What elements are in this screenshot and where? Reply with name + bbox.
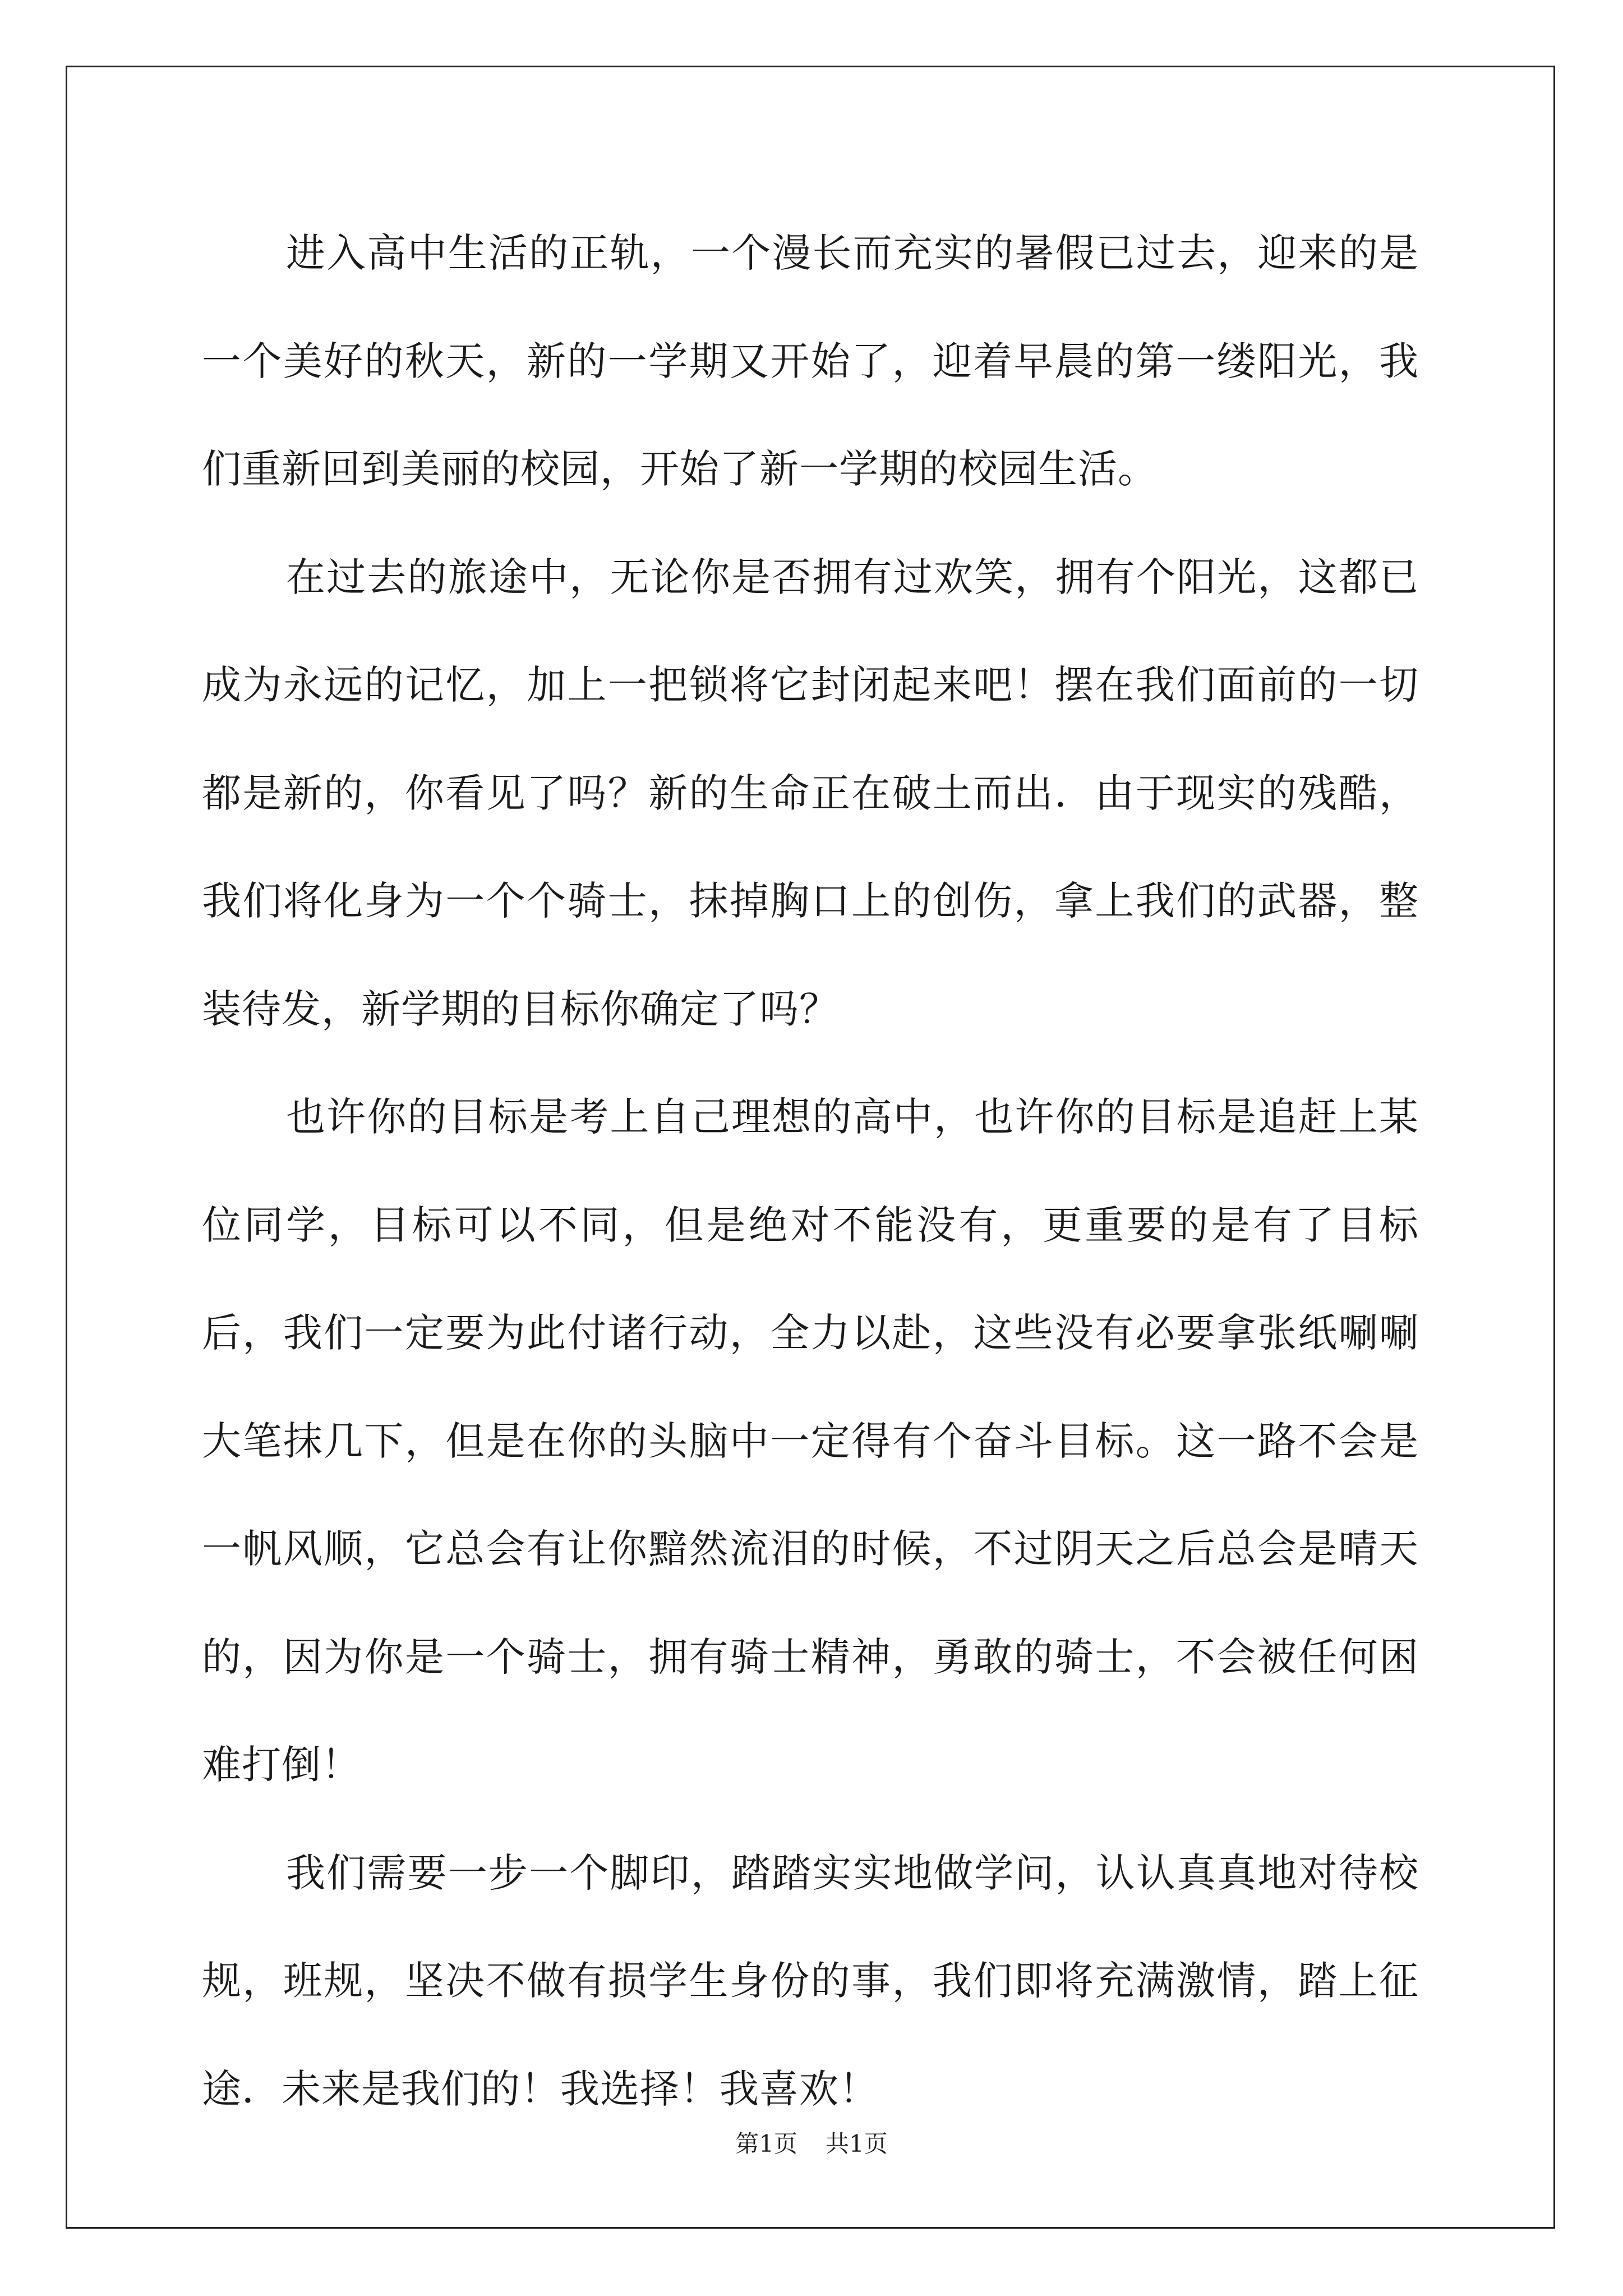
page-number-total: 共1页 xyxy=(826,2130,888,2157)
page-footer xyxy=(0,2127,1623,2161)
page-number-current: 第1页 xyxy=(735,2130,797,2157)
paragraph-3: 也许你的目标是考上自己理想的高中，也许你的目标是追赶上某位同学，目标可以不同，但是绝对不能没有，更重要的是有了目标后，我们一定要为此付诸行动，全力以赴，这些没有必要拿张纸唰唰大笔抹几下，但是在你的头脑中一定得有个奋斗目标。这一路不会是一帆风顺，它总会有让你黯然流泪的时候，不过阴天之后总会是晴天的，因为你是一个骑士，拥有骑士精神，勇敢的骑士，不会被任何困难打倒！ xyxy=(202,1094,1419,1788)
document-body xyxy=(202,199,1419,2143)
paragraph-1: 进入高中生活的正轨，一个漫长而充实的暑假已过去，迎来的是一个美好的秋天，新的一学期又开始了，迎着早晨的第一缕阳光，我们重新回到美丽的校园，开始了新一学期的校园生活。 xyxy=(202,230,1419,492)
paragraph-4: 我们需要一步一个脚印，踏踏实实地做学问，认认真真地对待校规，班规，坚决不做有损学生身份的事，我们即将充满激情，踏上征途．未来是我们的！我选择！我喜欢！ xyxy=(202,1849,1419,2112)
paragraph-2: 在过去的旅途中，无论你是否拥有过欢笑，拥有个阳光，这都已成为永远的记忆，加上一把锁将它封闭起来吧！摆在我们面前的一切都是新的，你看见了吗？新的生命正在破土而出．由于现实的残酷，我们将化身为一个个骑士，抹掉胸口上的创伤，拿上我们的武器，整装待发，新学期的目标你确定了吗？ xyxy=(202,554,1419,1032)
